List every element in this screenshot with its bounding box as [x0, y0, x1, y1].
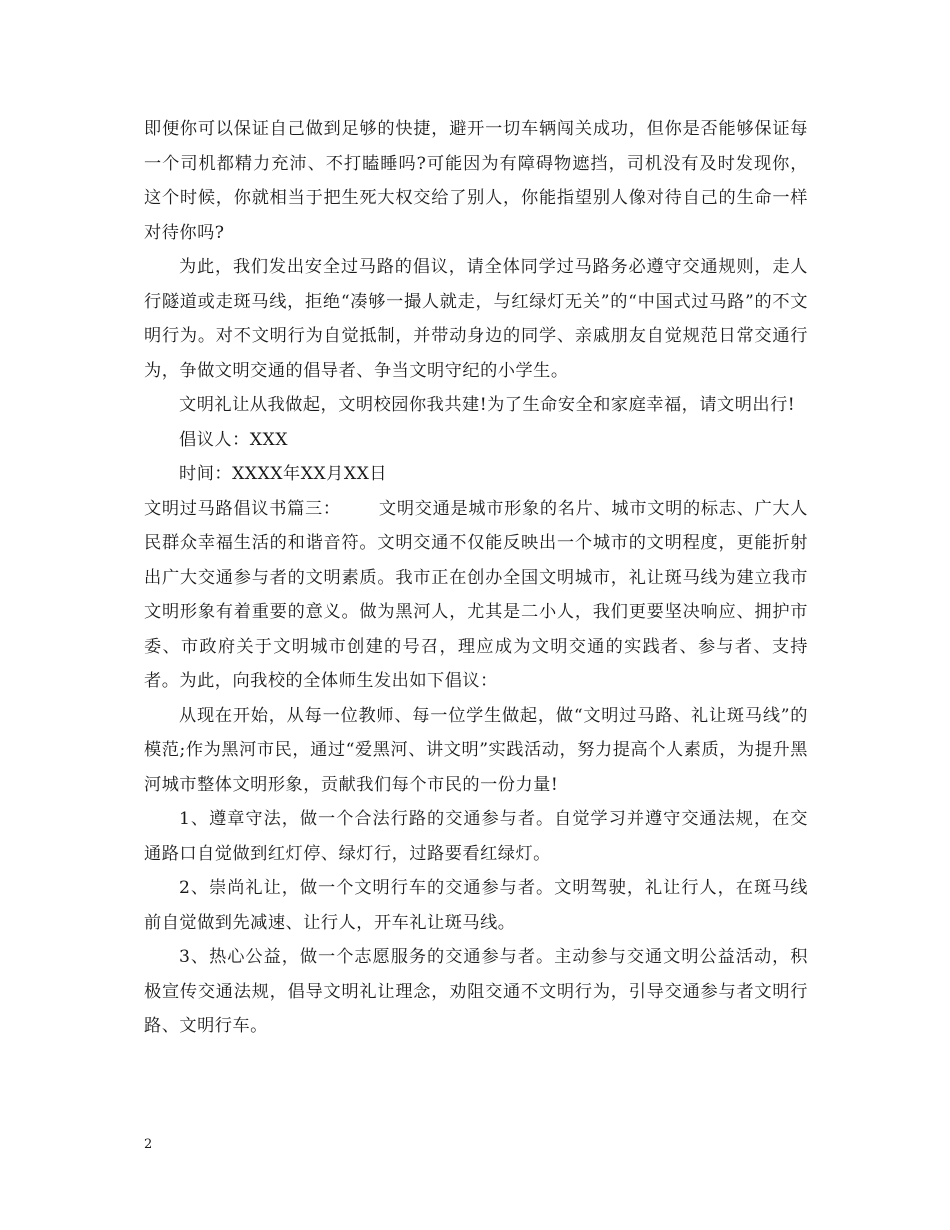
paragraph-slogan: 文明礼让从我做起，文明校园你我共建!为了生命安全和家庭幸福，请文明出行! — [179, 395, 796, 415]
list-item-3: 3、热心公益，做一个志愿服务的交通参与者。主动参与交通文明公益活动，积极宣传交通法规，倡导文明礼让理念，劝阻交通不文明行为，引导交通参与者文明行路、文明行车。 — [144, 947, 808, 1036]
section-title: 文明过马路倡议书篇三： — [144, 498, 341, 519]
date-line: 时间：XXXX年XX月XX日 — [179, 464, 388, 484]
section-intro: 文明交通是城市形象的名片、城市文明的标志、广大人民群众幸福生活的和谐音符。文明交通不仅能反映出一个城市的文明程度，更能折射出广大交通参与者的文明素质。我市正在创办全国文明城市，礼让斑马线为建立我市文明形象有着重要的意义。做为黑河人，尤其是二小人，我们更要坚决响应、拥护市委、市政府关于文明城市创建的号召，理应成为文明交通的实践者、参与者、支持者。为此，向我校的全体师生发出如下倡议： — [144, 498, 808, 691]
document-body — [144, 112, 808, 1044]
proposer-line: 倡议人：XXX — [179, 429, 288, 450]
paragraph-proposal: 为此，我们发出安全过马路的倡议，请全体同学过马路务必遵守交通规则，走人行隧道或走斑马线，拒绝“凑够一撮人就走，与红绿灯无关”的“中国式过马路”的不文明行为。对不文明行为自觉抵制，并带动身边的同学、亲戚朋友自觉规范日常交通行为，争做文明交通的倡导者、争当文明守纪的小学生。 — [144, 257, 808, 381]
paragraph-start-now: 从现在开始，从每一位教师、每一位学生做起，做“文明过马路、礼让斑马线”的模范;作为黑河市民，通过“爱黑河、讲文明”实践活动，努力提高个人素质，为提升黑河城市整体文明形象，贡献我们每个市民的一份力量! — [144, 705, 808, 795]
paragraph-danger-warning: 即便你可以保证自己做到足够的快捷，避开一切车辆闯关成功，但你是否能够保证每一个司机都精力充沛、不打瞌睡吗?可能因为有障碍物遮挡，司机没有及时发现你，这个时候，你就相当于把生死大权交给了别人，你能指望别人像对待自己的生命一样对待你吗? — [144, 119, 808, 243]
page-number: 2 — [144, 1137, 153, 1152]
section-three — [144, 492, 808, 699]
list-item-2: 2、崇尚礼让，做一个文明行车的交通参与者。文明驾驶，礼让行人，在斑马线前自觉做到先减速、让行人，开车礼让斑马线。 — [144, 878, 808, 933]
list-item-1: 1、遵章守法，做一个合法行路的交通参与者。自觉学习并遵守交通法规，在交通路口自觉做到红灯停、绿灯行，过路要看红绿灯。 — [144, 809, 808, 864]
